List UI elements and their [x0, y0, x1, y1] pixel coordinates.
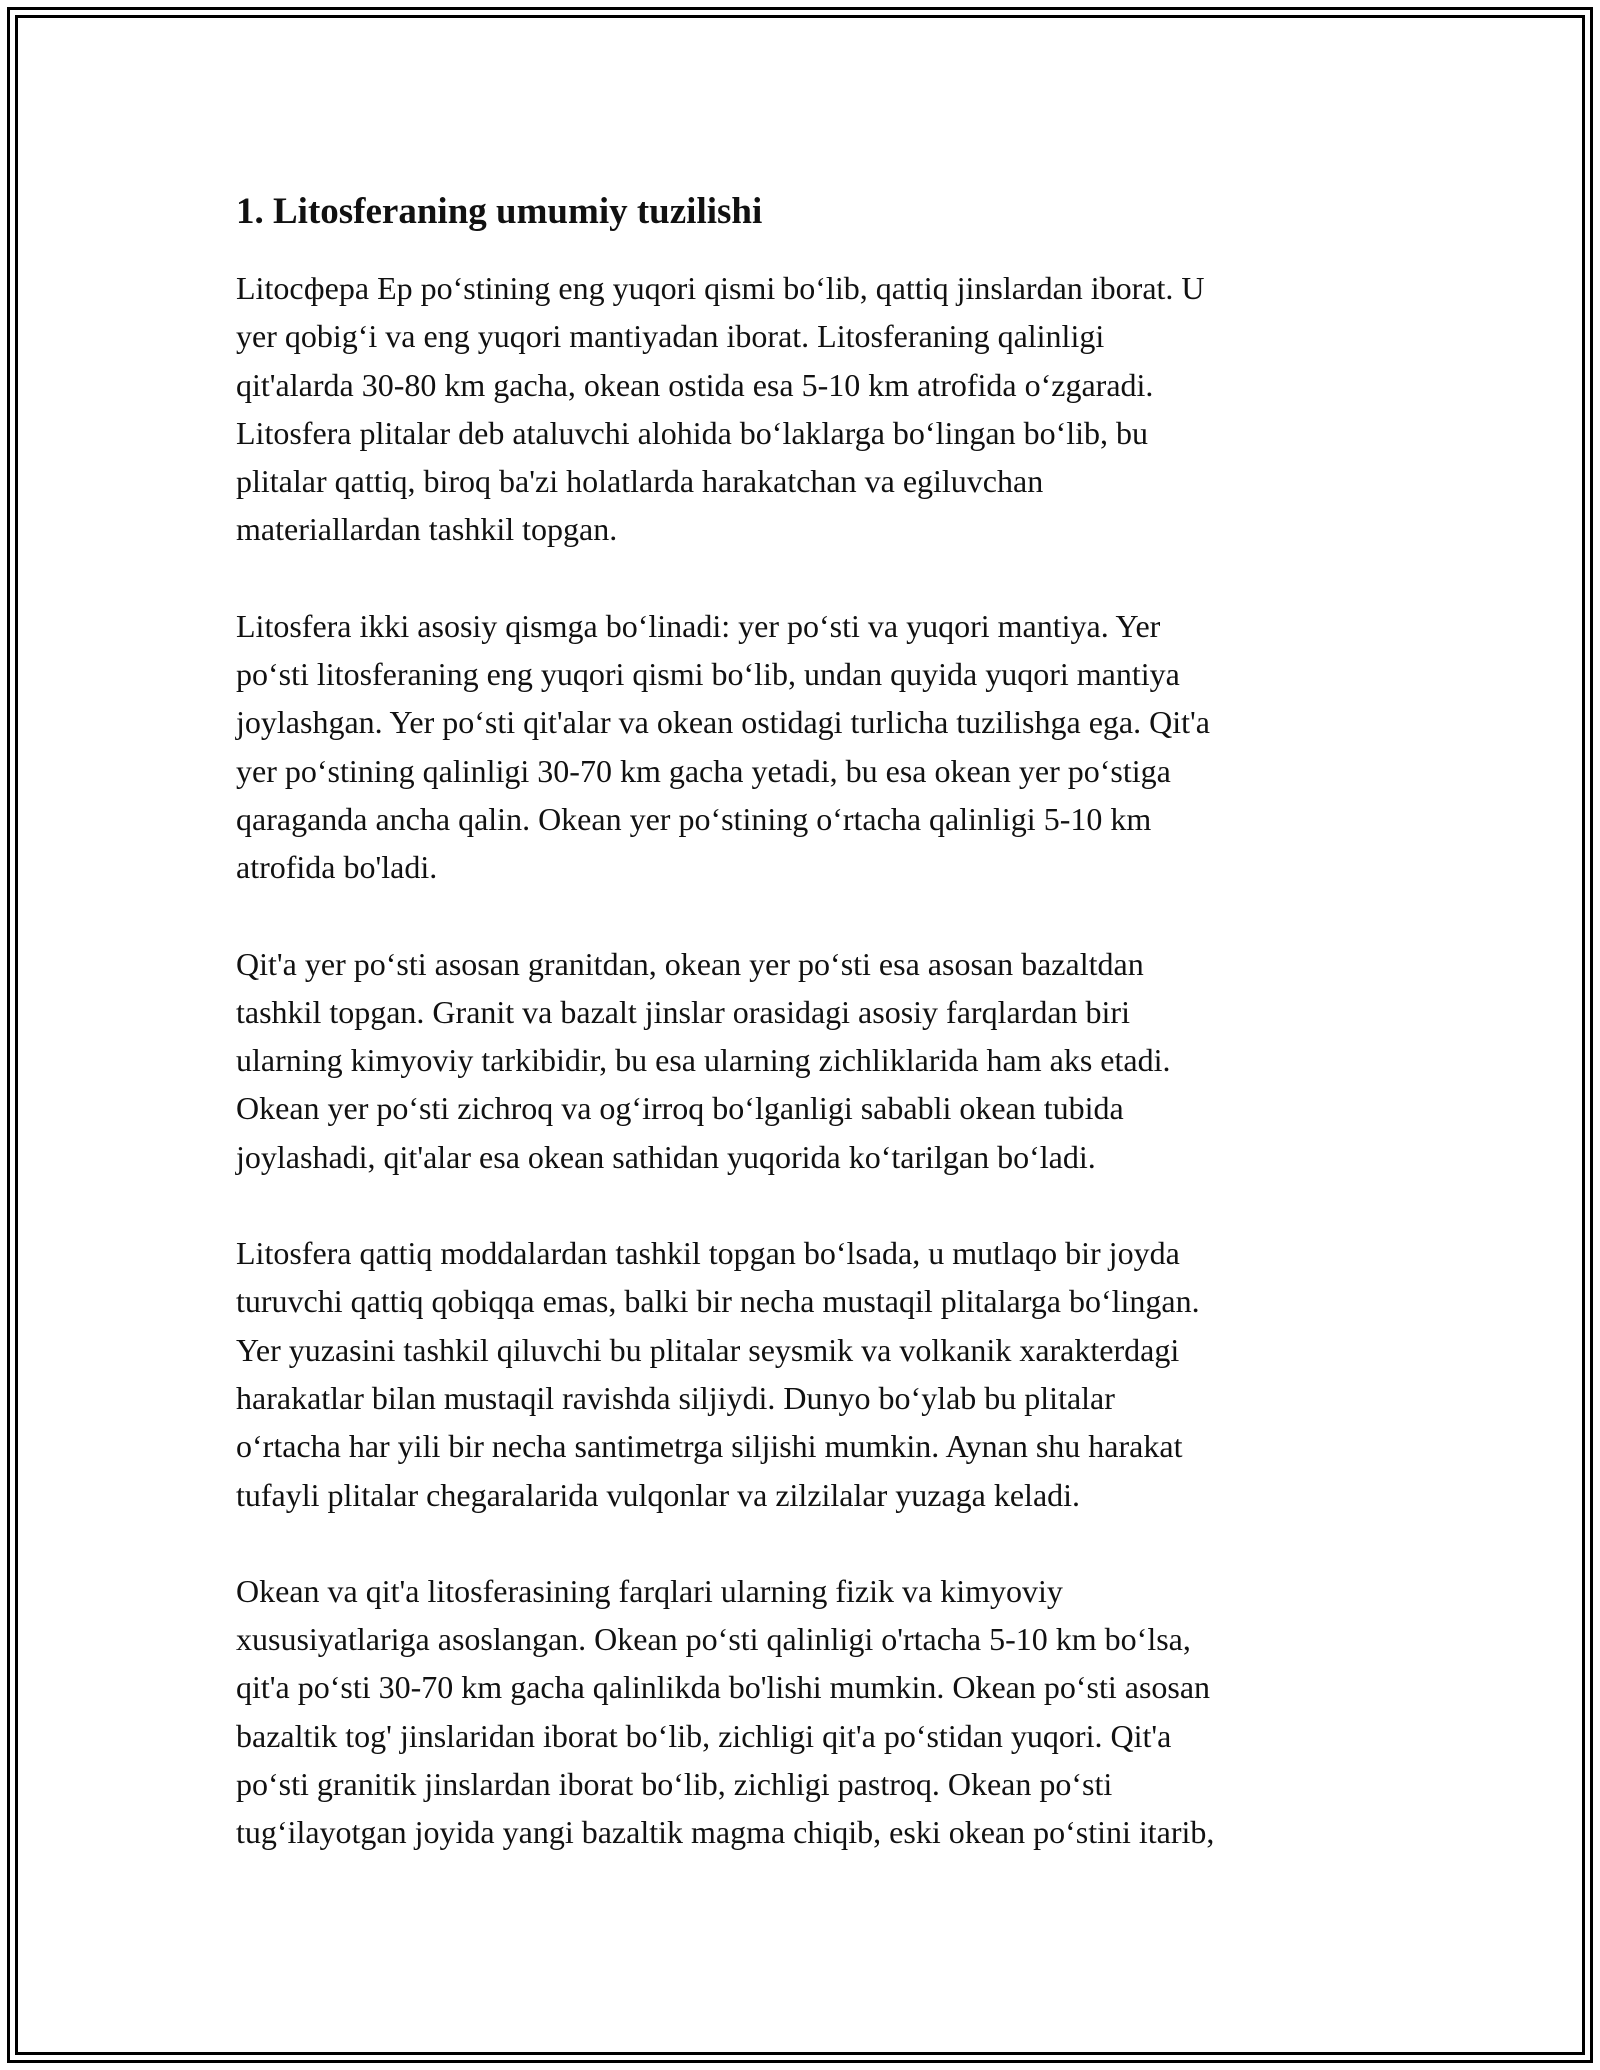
text-line: Litoсфера Ер po‘stining eng yuqori qismi bo‘lib, qattiq jinslardan iborat. U [236, 270, 1205, 306]
text-line: o‘rtacha har yili bir necha santimetrga siljishi mumkin. Aynan shu harakat [236, 1428, 1183, 1465]
text-line: qit'alarda 30-80 km gacha, okean ostida esa 5-10 km atrofida o‘zgaradi. [236, 366, 1154, 403]
text-line: po‘sti litosferaning eng yuqori qismi bo‘lib, undan quyida yuqori mantiya [236, 656, 1180, 693]
document-body [236, 184, 1376, 1905]
text-line: tashkil topgan. Granit va bazalt jinslar orasidagi asosiy farqlardan biri [236, 993, 1130, 1030]
text-line: po‘sti granitik jinslardan iborat bo‘lib, zichligi pastroq. Okean po‘sti [236, 1766, 1113, 1803]
section-heading: 1. Litosferaning umumiy tuzilishi [236, 191, 763, 232]
text-line: joylashgan. Yer po‘sti qit'alar va okean ostidagi turlicha tuzilishga ega. Qit'a [236, 704, 1210, 741]
text-line: xususiyatlariga asoslangan. Okean po‘sti qalinligi o'rtacha 5-10 km bo‘lsa, [236, 1621, 1191, 1658]
text-line: Litosfera plitalar deb ataluvchi alohida bo‘laklarga bo‘lingan bo‘lib, bu [236, 414, 1148, 451]
text-line: Okean va qit'a litosferasining farqlari ularning fizik va kimyoviy [236, 1572, 1063, 1609]
paragraph-3 [236, 940, 1376, 1181]
paragraph-4 [236, 1229, 1376, 1519]
text-line: turuvchi qattiq qobiqqa emas, balki bir necha mustaqil plitalarga bo‘lingan. [236, 1283, 1200, 1320]
text-line: Yer yuzasini tashkil qiluvchi bu plitalar seysmik va volkanik xarakterdagi [236, 1331, 1180, 1368]
text-line: ularning kimyoviy tarkibidir, bu esa ularning zichliklarida ham aks etadi. [236, 1042, 1171, 1079]
text-line: materiallardan tashkil topgan. [236, 511, 618, 548]
text-line: bazaltik tog' jinslaridan iborat bo‘lib, zichligi qit'a po‘stidan yuqori. Qit'a [236, 1717, 1172, 1754]
paragraph-2 [236, 602, 1376, 892]
paragraph-5 [236, 1567, 1376, 1857]
text-line: Litosfera qattiq moddalardan tashkil topgan bo‘lsada, u mutlaqo bir joyda [236, 1235, 1180, 1272]
text-line: qit'a po‘sti 30-70 km gacha qalinlikda bo'lishi mumkin. Okean po‘sti asosan [236, 1669, 1211, 1706]
text-line: qaraganda ancha qalin. Okean yer po‘stining o‘rtacha qalinligi 5-10 km [236, 800, 1152, 837]
text-line: Okean yer po‘sti zichroq va og‘irroq bo‘lganligi sababli okean tubida [236, 1090, 1124, 1127]
text-line: Qit'a yer po‘sti asosan granitdan, okean yer po‘sti esa asosan bazaltdan [236, 945, 1144, 982]
text-line: plitalar qattiq, biroq ba'zi holatlarda harakatchan va egiluvchan [236, 463, 1044, 500]
text-line: tufayli plitalar chegaralarida vulqonlar va zilzilalar yuzaga keladi. [236, 1476, 1081, 1513]
text-line: Litosfera ikki asosiy qismga bo‘linadi: yer po‘sti va yuqori mantiya. Yer [236, 607, 1161, 644]
paragraph-1 [236, 264, 1376, 554]
text-line: yer qobig‘i va eng yuqori mantiyadan iborat. Litosferaning qalinligi [236, 318, 1105, 355]
text-line: yer po‘stining qalinligi 30-70 km gacha yetadi, bu esa okean yer po‘stiga [236, 752, 1171, 789]
text-line: joylashadi, qit'alar esa okean sathidan yuqorida ko‘tarilgan bo‘ladi. [236, 1138, 1096, 1175]
text-line: atrofida bo'ladi. [236, 849, 438, 886]
text-line: harakatlar bilan mustaqil ravishda siljiydi. Dunyo bo‘ylab bu plitalar [236, 1379, 1115, 1416]
text-line: tug‘ilayotgan joyida yangi bazaltik magma chiqib, eski okean po‘stini itarib, [236, 1814, 1215, 1851]
